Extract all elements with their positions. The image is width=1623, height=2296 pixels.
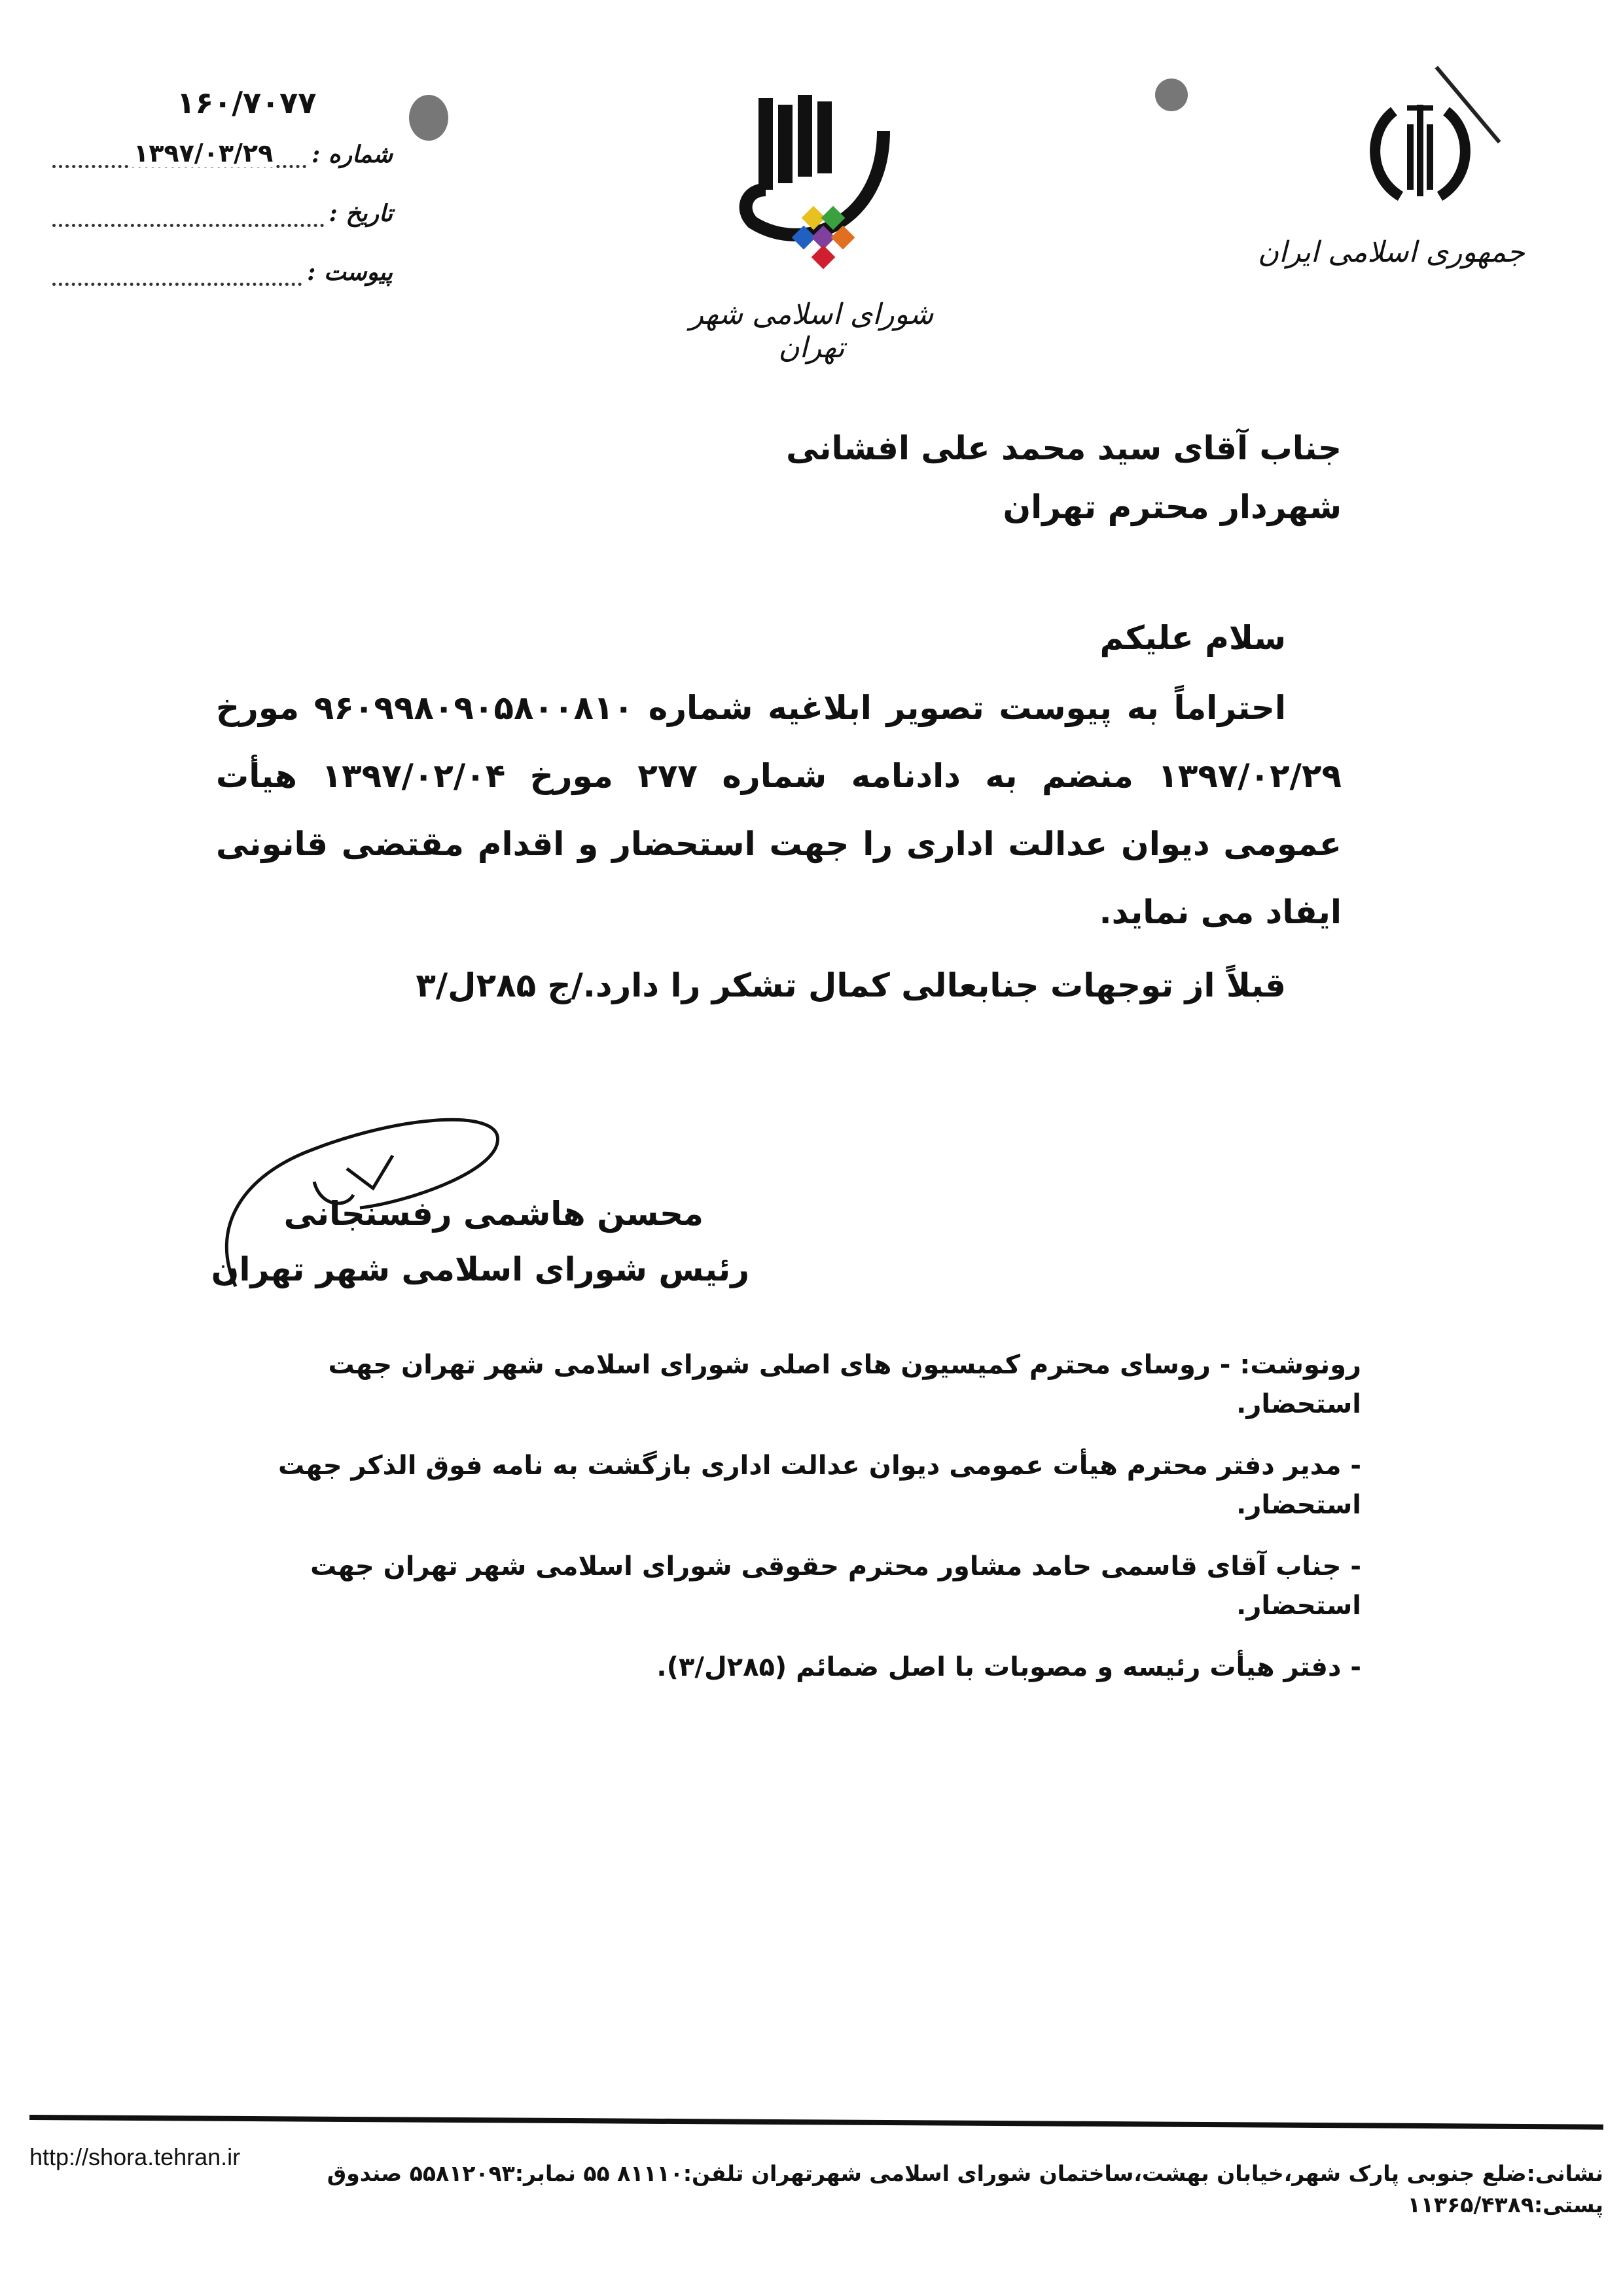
tehran-council-logo [726, 92, 923, 301]
attachment-label: پیوست : [307, 258, 393, 286]
date-dots [52, 217, 324, 227]
body-paragraph: احتراماً به پیوست تصویر ابلاغیه شماره ۹۶۰۹۹۸۰۹۰۵۸۰۰۸۱۰ مورخ ۱۳۹۷/۰۲/۲۹ منضم به دادنامه شماره ۲۷۷ مورخ ۱۳۹۷/۰۲/۰۴ هیأت عمومی دیوان عدالت اداری را جهت استحضار و اقدام مقتضی قانونی ایفاد می نماید. [216, 689, 1342, 931]
footer [29, 2144, 1603, 2221]
iran-emblem-icon [1355, 92, 1486, 209]
scan-smudge [409, 95, 448, 141]
closing-line: قبلاً از توجهات جنابعالی کمال تشکر را دارد./ج ۲۸۵ل/۳ [416, 966, 1286, 1004]
number-field [52, 141, 393, 168]
scan-smudge [1155, 79, 1188, 111]
number-dots [52, 139, 306, 168]
republic-text: جمهوری اسلامی ایران [1257, 236, 1525, 269]
attachment-field [52, 258, 393, 286]
addressee-title: شهردار محترم تهران [1003, 488, 1342, 526]
signatory-title: رئیس شورای اسلامی شهر تهران [211, 1250, 749, 1288]
number-value: ۱۳۹۷/۰۳/۲۹ [131, 139, 276, 168]
footer-url[interactable]: http://shora.tehran.ir [29, 2144, 241, 2170]
footer-divider [29, 2115, 1603, 2130]
addressee-name: جناب آقای سید محمد علی افشانی [786, 429, 1342, 467]
greeting: سلام علیکم [1099, 619, 1286, 657]
cc-item: - دفتر هیأت رئیسه و مصوبات با اصل ضمائم (۲۸۵ل/۳). [656, 1652, 1361, 1682]
cc-list [216, 1345, 1361, 1687]
signature-block [211, 1097, 1342, 1293]
number-label: شماره : [311, 141, 393, 168]
signatory-name: محسن هاشمی رفسنجانی [283, 1195, 704, 1233]
letter-body [211, 419, 1361, 1709]
date-label: تاریخ : [329, 200, 393, 227]
attachment-dots [52, 276, 302, 286]
cc-item: - مدیر دفتر محترم هیأت عمومی دیوان عدالت اداری بازگشت به نامه فوق الذکر جهت استحضار. [277, 1451, 1361, 1520]
reference-number: ۱۶۰/۷۰۷۷ [177, 85, 317, 120]
footer-address: نشانی:ضلع جنوبی پارک شهر،خیابان بهشت،ساختمان شورای اسلامی شهرتهران تلفن:۸۱۱۱۰ ۵۵ نمابر:۵۵۸۱۲۰۹۳ صندوق پستی:۱۱۳۶۵/۴۳۸۹ [327, 2161, 1603, 2217]
date-field [52, 200, 393, 227]
cc-item: - جناب آقای قاسمی حامد مشاور محترم حقوقی شورای اسلامی شهر تهران جهت استحضار. [310, 1551, 1361, 1621]
council-logo-text: شورای اسلامی شهر تهران [689, 298, 934, 364]
cc-item: رونوشت: - روسای محترم کمیسیون های اصلی شورای اسلامی شهر تهران جهت استحضار. [328, 1350, 1361, 1419]
